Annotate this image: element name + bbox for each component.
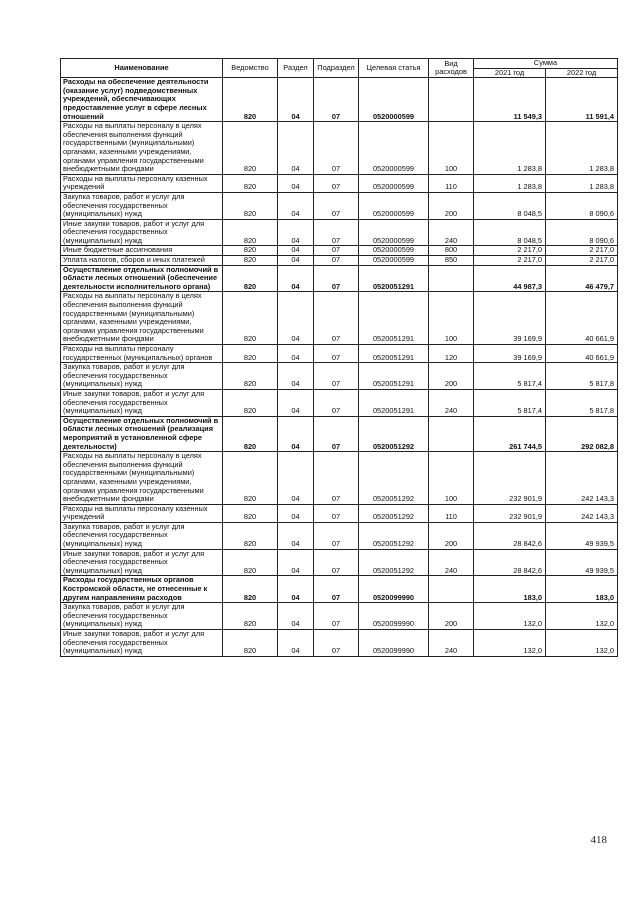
- row-sum-2021: 183,0: [474, 576, 546, 603]
- row-vedomstvo: 820: [223, 504, 278, 522]
- budget-table: [60, 58, 618, 657]
- row-podrazdel: 07: [314, 630, 359, 657]
- row-podrazdel: 07: [314, 292, 359, 345]
- row-sum-2021: 132,0: [474, 630, 546, 657]
- table-row: [61, 504, 618, 522]
- table-row: [61, 603, 618, 630]
- row-expense-type: 100: [429, 292, 474, 345]
- row-razdel: 04: [278, 256, 314, 266]
- row-razdel: 04: [278, 219, 314, 246]
- row-sum-2022: 242 143,3: [546, 504, 618, 522]
- row-podrazdel: 07: [314, 174, 359, 192]
- row-expense-type: [429, 576, 474, 603]
- row-vedomstvo: 820: [223, 389, 278, 416]
- header-podrazdel: Подраздел: [314, 59, 359, 78]
- row-razdel: 04: [278, 363, 314, 390]
- row-vedomstvo: 820: [223, 292, 278, 345]
- row-sum-2022: 132,0: [546, 630, 618, 657]
- row-expense-type: 100: [429, 452, 474, 505]
- table-row: [61, 192, 618, 219]
- row-target-article: 0520051292: [359, 549, 429, 576]
- row-sum-2021: 5 817,4: [474, 363, 546, 390]
- header-sum: Сумма: [474, 59, 618, 69]
- row-name: Расходы на обеспечение деятельности (оказание услуг) подведомственных учреждений, обеспечивающих предоставление услуг в сфере лесных отношений: [61, 78, 223, 122]
- row-sum-2021: 232 901,9: [474, 452, 546, 505]
- row-sum-2022: 40 661,9: [546, 292, 618, 345]
- row-sum-2021: 8 048,5: [474, 192, 546, 219]
- row-razdel: 04: [278, 504, 314, 522]
- row-podrazdel: 07: [314, 416, 359, 451]
- row-name: Уплата налогов, сборов и иных платежей: [61, 256, 223, 266]
- row-podrazdel: 07: [314, 122, 359, 175]
- row-razdel: 04: [278, 122, 314, 175]
- header-vedomstvo: Ведомство: [223, 59, 278, 78]
- row-name: Иные закупки товаров, работ и услуг для обеспечения государственных (муниципальных) нужд: [61, 219, 223, 246]
- row-name: Расходы на выплаты персоналу в целях обеспечения выполнения функций государственными (муниципальными) органами, казенными учреждениями, органами управления государственными внебюджетными фондами: [61, 122, 223, 175]
- row-vedomstvo: 820: [223, 522, 278, 549]
- header-name: Наименование: [61, 59, 223, 78]
- table-row: [61, 576, 618, 603]
- row-expense-type: [429, 78, 474, 122]
- row-sum-2022: 292 082,8: [546, 416, 618, 451]
- row-podrazdel: 07: [314, 345, 359, 363]
- row-razdel: 04: [278, 345, 314, 363]
- row-sum-2022: 5 817,8: [546, 389, 618, 416]
- row-vedomstvo: 820: [223, 246, 278, 256]
- row-vedomstvo: 820: [223, 549, 278, 576]
- row-podrazdel: 07: [314, 363, 359, 390]
- row-expense-type: 200: [429, 603, 474, 630]
- row-sum-2021: 28 842,6: [474, 522, 546, 549]
- table-row: [61, 630, 618, 657]
- row-podrazdel: 07: [314, 78, 359, 122]
- header-expense-type: Вид расходов: [429, 59, 474, 78]
- row-podrazdel: 07: [314, 192, 359, 219]
- row-name: Расходы на выплаты персоналу в целях обеспечения выполнения функций государственными (муниципальными) органами, казенными учреждениями, органами управления государственными внебюджетными фондами: [61, 452, 223, 505]
- row-sum-2021: 5 817,4: [474, 389, 546, 416]
- row-razdel: 04: [278, 630, 314, 657]
- row-sum-2021: 28 842,6: [474, 549, 546, 576]
- row-target-article: 0520051291: [359, 292, 429, 345]
- row-name: Закупка товаров, работ и услуг для обеспечения государственных (муниципальных) нужд: [61, 522, 223, 549]
- row-sum-2021: 132,0: [474, 603, 546, 630]
- row-vedomstvo: 820: [223, 416, 278, 451]
- row-podrazdel: 07: [314, 219, 359, 246]
- row-razdel: 04: [278, 389, 314, 416]
- row-sum-2021: 1 283,8: [474, 122, 546, 175]
- row-expense-type: 100: [429, 122, 474, 175]
- row-razdel: 04: [278, 522, 314, 549]
- row-vedomstvo: 820: [223, 345, 278, 363]
- row-target-article: 0520099990: [359, 630, 429, 657]
- row-vedomstvo: 820: [223, 78, 278, 122]
- row-sum-2021: 2 217,0: [474, 246, 546, 256]
- table-row: [61, 246, 618, 256]
- row-expense-type: 800: [429, 246, 474, 256]
- row-name: Расходы на выплаты персоналу казенных учреждений: [61, 504, 223, 522]
- row-sum-2022: 40 661,9: [546, 345, 618, 363]
- row-name: Закупка товаров, работ и услуг для обеспечения государственных (муниципальных) нужд: [61, 192, 223, 219]
- header-year-2022: 2022 год: [546, 68, 618, 78]
- row-podrazdel: 07: [314, 452, 359, 505]
- row-target-article: 0520000599: [359, 78, 429, 122]
- row-name: Иные закупки товаров, работ и услуг для обеспечения государственных (муниципальных) нужд: [61, 549, 223, 576]
- table-row: [61, 174, 618, 192]
- row-podrazdel: 07: [314, 522, 359, 549]
- row-sum-2022: 132,0: [546, 603, 618, 630]
- row-target-article: 0520000599: [359, 174, 429, 192]
- table-row: [61, 219, 618, 246]
- row-expense-type: 120: [429, 345, 474, 363]
- row-target-article: 0520000599: [359, 246, 429, 256]
- table-row: [61, 549, 618, 576]
- row-razdel: 04: [278, 174, 314, 192]
- row-vedomstvo: 820: [223, 603, 278, 630]
- row-sum-2022: 2 217,0: [546, 256, 618, 266]
- row-sum-2022: 1 283,8: [546, 174, 618, 192]
- row-expense-type: 200: [429, 192, 474, 219]
- table-header: [61, 59, 618, 78]
- row-sum-2021: 8 048,5: [474, 219, 546, 246]
- row-vedomstvo: 820: [223, 174, 278, 192]
- row-expense-type: [429, 265, 474, 292]
- row-name: Расходы государственных органов Костромской области, не отнесенные к другим направлениям расходов: [61, 576, 223, 603]
- row-sum-2021: 44 987,3: [474, 265, 546, 292]
- row-target-article: 0520051292: [359, 504, 429, 522]
- row-sum-2022: 11 591,4: [546, 78, 618, 122]
- row-target-article: 0520051292: [359, 452, 429, 505]
- table-row: [61, 292, 618, 345]
- row-podrazdel: 07: [314, 576, 359, 603]
- row-sum-2022: 46 479,7: [546, 265, 618, 292]
- row-target-article: 0520000599: [359, 192, 429, 219]
- row-target-article: 0520051291: [359, 389, 429, 416]
- row-target-article: 0520000599: [359, 256, 429, 266]
- row-sum-2022: 242 143,3: [546, 452, 618, 505]
- row-sum-2022: 183,0: [546, 576, 618, 603]
- row-name: Расходы на выплаты персоналу в целях обеспечения выполнения функций государственными (муниципальными) органами, казенными учреждениями, органами управления государственными внебюджетными фондами: [61, 292, 223, 345]
- table-row: [61, 416, 618, 451]
- row-expense-type: 240: [429, 219, 474, 246]
- row-vedomstvo: 820: [223, 219, 278, 246]
- row-razdel: 04: [278, 416, 314, 451]
- table-row: [61, 122, 618, 175]
- table-row: [61, 256, 618, 266]
- header-razdel: Раздел: [278, 59, 314, 78]
- row-sum-2022: 8 090,6: [546, 192, 618, 219]
- row-expense-type: 110: [429, 504, 474, 522]
- row-name: Закупка товаров, работ и услуг для обеспечения государственных (муниципальных) нужд: [61, 363, 223, 390]
- row-expense-type: [429, 416, 474, 451]
- row-name: Осуществление отдельных полномочий в области лесных отношений (обеспечение деятельности исполнительного органа): [61, 265, 223, 292]
- table-row: [61, 363, 618, 390]
- row-vedomstvo: 820: [223, 452, 278, 505]
- row-vedomstvo: 820: [223, 192, 278, 219]
- row-name: Иные бюджетные ассигнования: [61, 246, 223, 256]
- table-row: [61, 345, 618, 363]
- row-name: Закупка товаров, работ и услуг для обеспечения государственных (муниципальных) нужд: [61, 603, 223, 630]
- row-name: Иные закупки товаров, работ и услуг для обеспечения государственных (муниципальных) нужд: [61, 389, 223, 416]
- row-target-article: 0520051291: [359, 363, 429, 390]
- row-target-article: 0520051292: [359, 522, 429, 549]
- row-sum-2022: 1 283,8: [546, 122, 618, 175]
- row-vedomstvo: 820: [223, 122, 278, 175]
- row-expense-type: 240: [429, 549, 474, 576]
- table-row: [61, 78, 618, 122]
- row-podrazdel: 07: [314, 246, 359, 256]
- row-name: Расходы на выплаты персоналу казенных учреждений: [61, 174, 223, 192]
- table-row: [61, 265, 618, 292]
- row-target-article: 0520000599: [359, 122, 429, 175]
- row-sum-2022: 49 939,5: [546, 522, 618, 549]
- row-target-article: 0520099990: [359, 576, 429, 603]
- row-razdel: 04: [278, 292, 314, 345]
- row-expense-type: 850: [429, 256, 474, 266]
- row-razdel: 04: [278, 78, 314, 122]
- row-target-article: 0520099990: [359, 603, 429, 630]
- row-sum-2021: 232 901,9: [474, 504, 546, 522]
- row-razdel: 04: [278, 452, 314, 505]
- row-razdel: 04: [278, 549, 314, 576]
- table-body: [61, 78, 618, 657]
- header-target-article: Целевая статья: [359, 59, 429, 78]
- row-vedomstvo: 820: [223, 363, 278, 390]
- row-podrazdel: 07: [314, 256, 359, 266]
- row-sum-2021: 39 169,9: [474, 345, 546, 363]
- row-vedomstvo: 820: [223, 630, 278, 657]
- row-vedomstvo: 820: [223, 256, 278, 266]
- row-razdel: 04: [278, 265, 314, 292]
- row-expense-type: 200: [429, 363, 474, 390]
- table-row: [61, 522, 618, 549]
- table-row: [61, 389, 618, 416]
- row-sum-2021: 2 217,0: [474, 256, 546, 266]
- row-podrazdel: 07: [314, 504, 359, 522]
- row-sum-2022: 5 817,8: [546, 363, 618, 390]
- row-name: Расходы на выплаты персоналу государственных (муниципальных) органов: [61, 345, 223, 363]
- row-vedomstvo: 820: [223, 576, 278, 603]
- row-podrazdel: 07: [314, 603, 359, 630]
- row-target-article: 0520051291: [359, 265, 429, 292]
- row-expense-type: 240: [429, 630, 474, 657]
- row-podrazdel: 07: [314, 389, 359, 416]
- row-sum-2022: 8 090,6: [546, 219, 618, 246]
- row-expense-type: 200: [429, 522, 474, 549]
- row-sum-2022: 2 217,0: [546, 246, 618, 256]
- row-sum-2021: 1 283,8: [474, 174, 546, 192]
- row-sum-2021: 261 744,5: [474, 416, 546, 451]
- row-target-article: 0520051291: [359, 345, 429, 363]
- row-podrazdel: 07: [314, 549, 359, 576]
- row-razdel: 04: [278, 192, 314, 219]
- row-razdel: 04: [278, 603, 314, 630]
- row-expense-type: 110: [429, 174, 474, 192]
- row-name: Иные закупки товаров, работ и услуг для обеспечения государственных (муниципальных) нужд: [61, 630, 223, 657]
- row-sum-2021: 11 549,3: [474, 78, 546, 122]
- row-expense-type: 240: [429, 389, 474, 416]
- row-target-article: 0520051292: [359, 416, 429, 451]
- row-vedomstvo: 820: [223, 265, 278, 292]
- header-year-2021: 2021 год: [474, 68, 546, 78]
- row-podrazdel: 07: [314, 265, 359, 292]
- row-sum-2021: 39 169,9: [474, 292, 546, 345]
- row-target-article: 0520000599: [359, 219, 429, 246]
- row-razdel: 04: [278, 246, 314, 256]
- row-razdel: 04: [278, 576, 314, 603]
- table-row: [61, 452, 618, 505]
- row-name: Осуществление отдельных полномочий в области лесных отношений (реализация мероприятий в установленной сфере деятельности): [61, 416, 223, 451]
- row-sum-2022: 49 939,5: [546, 549, 618, 576]
- page-number: 418: [590, 834, 607, 846]
